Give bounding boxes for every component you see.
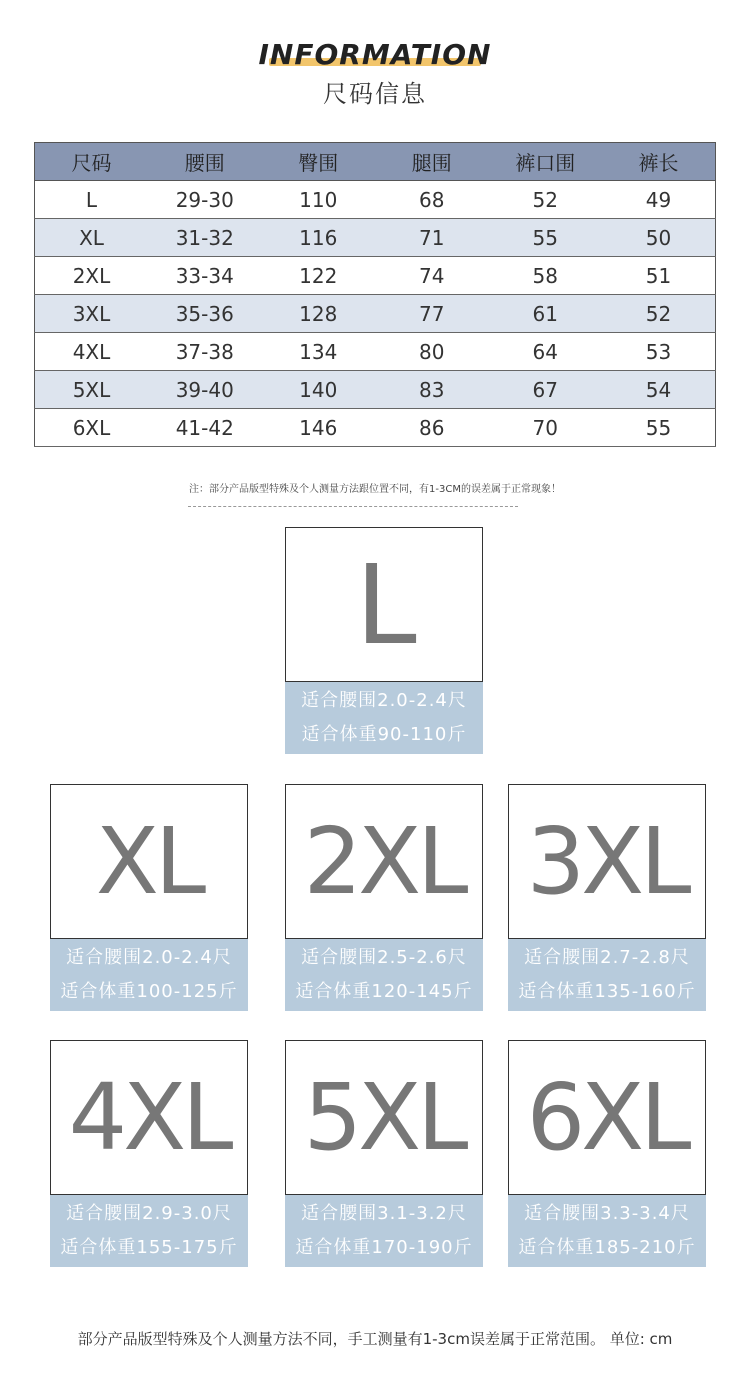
fit-weight: 适合体重135-160斤 (518, 981, 696, 1002)
fit-waist: 适合腰围3.1-3.2尺 (301, 1203, 467, 1224)
size-table (34, 142, 716, 447)
table-cell: 80 (375, 333, 489, 371)
fit-waist: 适合腰围2.7-2.8尺 (524, 947, 690, 968)
table-row (35, 219, 716, 257)
table-cell: 86 (375, 409, 489, 447)
table-cell: 3XL (35, 295, 149, 333)
table-cell: 128 (262, 295, 376, 333)
table-cell: 52 (489, 181, 603, 219)
table-cell: 140 (262, 371, 376, 409)
size-card-3xl (508, 784, 706, 1011)
table-cell: 52 (602, 295, 716, 333)
fit-weight: 适合体重170-190斤 (295, 1237, 473, 1258)
table-row (35, 295, 716, 333)
table-cell: 74 (375, 257, 489, 295)
table-cell: 29-30 (148, 181, 262, 219)
header-cell: 尺码 (35, 143, 149, 181)
table-cell: 54 (602, 371, 716, 409)
header-cell: 腿围 (375, 143, 489, 181)
fit-weight: 适合体重90-110斤 (301, 724, 467, 745)
table-cell: 4XL (35, 333, 149, 371)
table-cell: 77 (375, 295, 489, 333)
table-cell: 122 (262, 257, 376, 295)
table-cell: 2XL (35, 257, 149, 295)
table-cell: 55 (602, 409, 716, 447)
table-cell: 6XL (35, 409, 149, 447)
fit-info (285, 682, 483, 754)
header-cell: 裤长 (602, 143, 716, 181)
table-cell: 55 (489, 219, 603, 257)
table-row (35, 181, 716, 219)
size-label: L (285, 527, 483, 682)
size-card-l (285, 527, 483, 754)
table-cell: L (35, 181, 149, 219)
header-cell: 裤口围 (489, 143, 603, 181)
fit-info (508, 1195, 706, 1267)
size-card-2xl (285, 784, 483, 1011)
header (0, 38, 750, 109)
fit-waist: 适合腰围2.0-2.4尺 (66, 947, 232, 968)
fit-weight: 适合体重155-175斤 (60, 1237, 238, 1258)
table-cell: 35-36 (148, 295, 262, 333)
title-cn: 尺码信息 (323, 80, 427, 108)
table-cell: 70 (489, 409, 603, 447)
footer-note: 部分产品版型特殊及个人测量方法不同，手工测量有1-3cm误差属于正常范围。 单位: cm (77, 1330, 673, 1348)
table-cell: 68 (375, 181, 489, 219)
table-row (35, 371, 716, 409)
table-cell: XL (35, 219, 149, 257)
table-cell: 49 (602, 181, 716, 219)
size-card-6xl (508, 1040, 706, 1267)
size-label: XL (50, 784, 248, 939)
fit-info (285, 1195, 483, 1267)
size-card-5xl (285, 1040, 483, 1267)
table-row (35, 333, 716, 371)
table-cell: 41-42 (148, 409, 262, 447)
table-cell: 71 (375, 219, 489, 257)
fit-weight: 适合体重120-145斤 (295, 981, 473, 1002)
fit-info (285, 939, 483, 1011)
table-row (35, 409, 716, 447)
table-cell: 37-38 (148, 333, 262, 371)
size-label: 5XL (285, 1040, 483, 1195)
fit-waist: 适合腰围2.0-2.4尺 (301, 690, 467, 711)
title-en-text: INFORMATION (258, 38, 492, 71)
size-card-xl (50, 784, 248, 1011)
header-cell: 腰围 (148, 143, 262, 181)
table-cell: 39-40 (148, 371, 262, 409)
size-label: 4XL (50, 1040, 248, 1195)
dashed-divider (188, 506, 518, 507)
table-cell: 110 (262, 181, 376, 219)
size-label: 3XL (508, 784, 706, 939)
table-cell: 67 (489, 371, 603, 409)
table-cell: 146 (262, 409, 376, 447)
fit-info (50, 1195, 248, 1267)
title-en (259, 38, 492, 72)
table-header-row (35, 143, 716, 181)
table-cell: 50 (602, 219, 716, 257)
size-card-4xl (50, 1040, 248, 1267)
table-cell: 5XL (35, 371, 149, 409)
fit-waist: 适合腰围2.9-3.0尺 (66, 1203, 232, 1224)
fit-weight: 适合体重100-125斤 (60, 981, 238, 1002)
table-cell: 134 (262, 333, 376, 371)
table-cell: 31-32 (148, 219, 262, 257)
header-cell: 臀围 (262, 143, 376, 181)
table-cell: 53 (602, 333, 716, 371)
fit-waist: 适合腰围2.5-2.6尺 (301, 947, 467, 968)
table-cell: 116 (262, 219, 376, 257)
table-cell: 58 (489, 257, 603, 295)
fit-info (508, 939, 706, 1011)
fit-info (50, 939, 248, 1011)
table-cell: 61 (489, 295, 603, 333)
measurement-note: 注：部分产品版型特殊及个人测量方法跟位置不同，有1-3CM的误差属于正常现象！ (189, 484, 561, 495)
table-row (35, 257, 716, 295)
table-cell: 33-34 (148, 257, 262, 295)
table-cell: 64 (489, 333, 603, 371)
size-label: 2XL (285, 784, 483, 939)
size-label: 6XL (508, 1040, 706, 1195)
fit-weight: 适合体重185-210斤 (518, 1237, 696, 1258)
fit-waist: 适合腰围3.3-3.4尺 (524, 1203, 690, 1224)
table-cell: 83 (375, 371, 489, 409)
table-cell: 51 (602, 257, 716, 295)
